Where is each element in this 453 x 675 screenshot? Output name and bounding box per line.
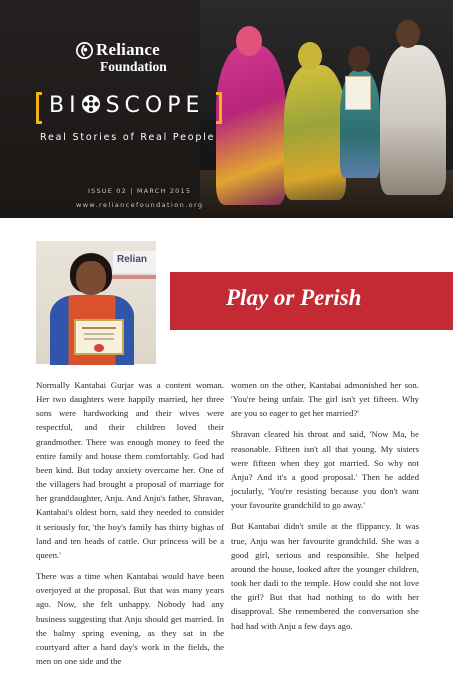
article-paragraph: Shravan cleared his throat and said, 'Now Ma, be reasonable. Fifteen isn't all that young. My sisters were fifteen when they got married. So why not Anju? And it's a good proposal.' Then he added jocularly, 'You're resisting because you don't want your favourite grandchild to go away.' [231, 429, 419, 511]
portrait-photo [36, 241, 156, 364]
photo-figure-man [380, 45, 446, 195]
photo-certificate [345, 76, 371, 110]
bioscope-masthead [36, 92, 222, 126]
article-title-banner [170, 272, 453, 330]
article-paragraph: women on the other, Kantabai admonished her son. 'You're being unfair. The girl isn't yet fifteen. Why are you so eager to get her married?' [231, 380, 419, 419]
film-reel-icon [81, 94, 101, 114]
masthead-tagline: Real Stories of Real People [40, 132, 216, 143]
masthead-header [0, 0, 453, 218]
masthead-part1: BI [49, 93, 81, 118]
issue-line: ISSUE 02 | MARCH 2015 [88, 187, 192, 195]
photo-figure-woman-yellow [284, 65, 346, 200]
logo-text-foundation: Foundation [100, 59, 167, 74]
bracket-right [216, 92, 222, 124]
reliance-logo-icon [76, 42, 93, 59]
masthead-title [49, 93, 204, 118]
article-title: Play or Perish [226, 285, 362, 310]
article-paragraph: But Kantabai didn't smile at the flippancy. It was true, Anju was her favourite grandchild. She was a good girl, serious and responsible. She helped around the house, looked after the younger children, took her dadi to the temple. How could she not love the girl? But that had nothing to do with her disapproval. She remembered the conversation she had had with Anju a few days ago. [231, 521, 419, 631]
photo-figure-head [298, 42, 322, 70]
article-column-right [231, 378, 419, 640]
masthead-part2: SCOPE [105, 93, 205, 118]
website-url[interactable]: www.reliancefoundation.org [76, 201, 204, 209]
portrait-backdrop-banner [110, 251, 156, 273]
bracket-left [36, 92, 42, 124]
photo-figure-head [236, 26, 262, 56]
portrait-girl-face [76, 261, 106, 295]
portrait-certificate [74, 319, 124, 355]
article-paragraph: Normally Kantabai Gurjar was a content woman. Her two daughters were happily married, her three sons were hardworking and their wives were respectful, and their children loved their grandmother. There was enough money to feed the entire family and house them comfortably. God had been kind. But today anxiety overcame her. One of the villagers had brought a proposal of marriage for her granddaughter, Anju. And Anju's father, Shravan, Kantabai's oldest born, said they needed to consider it seriously for, 'the boy's family has thirty bighas of land and ten heads of cattle. Our princess will be a queen.' [36, 380, 224, 560]
article-column-left [36, 378, 224, 675]
logo-text-reliance: Reliance [96, 40, 160, 59]
cover-photo [200, 0, 453, 218]
portrait-backdrop-stripe [110, 275, 156, 279]
portrait-backdrop-text: Relian [117, 254, 148, 265]
photo-figure-woman-pink [216, 45, 286, 205]
photo-figure-head [348, 46, 370, 72]
photo-figure-head [396, 20, 420, 48]
article-paragraph: There was a time when Kantabai would have been overjoyed at the proposal. But that was many years ago. Now, she felt unhappy. Nobody had any business suggesting that Anju should get married. In the balmy spring evening, as they sat in the courtyard after a hard day's work in the fields, the men on one side and the [36, 571, 224, 666]
